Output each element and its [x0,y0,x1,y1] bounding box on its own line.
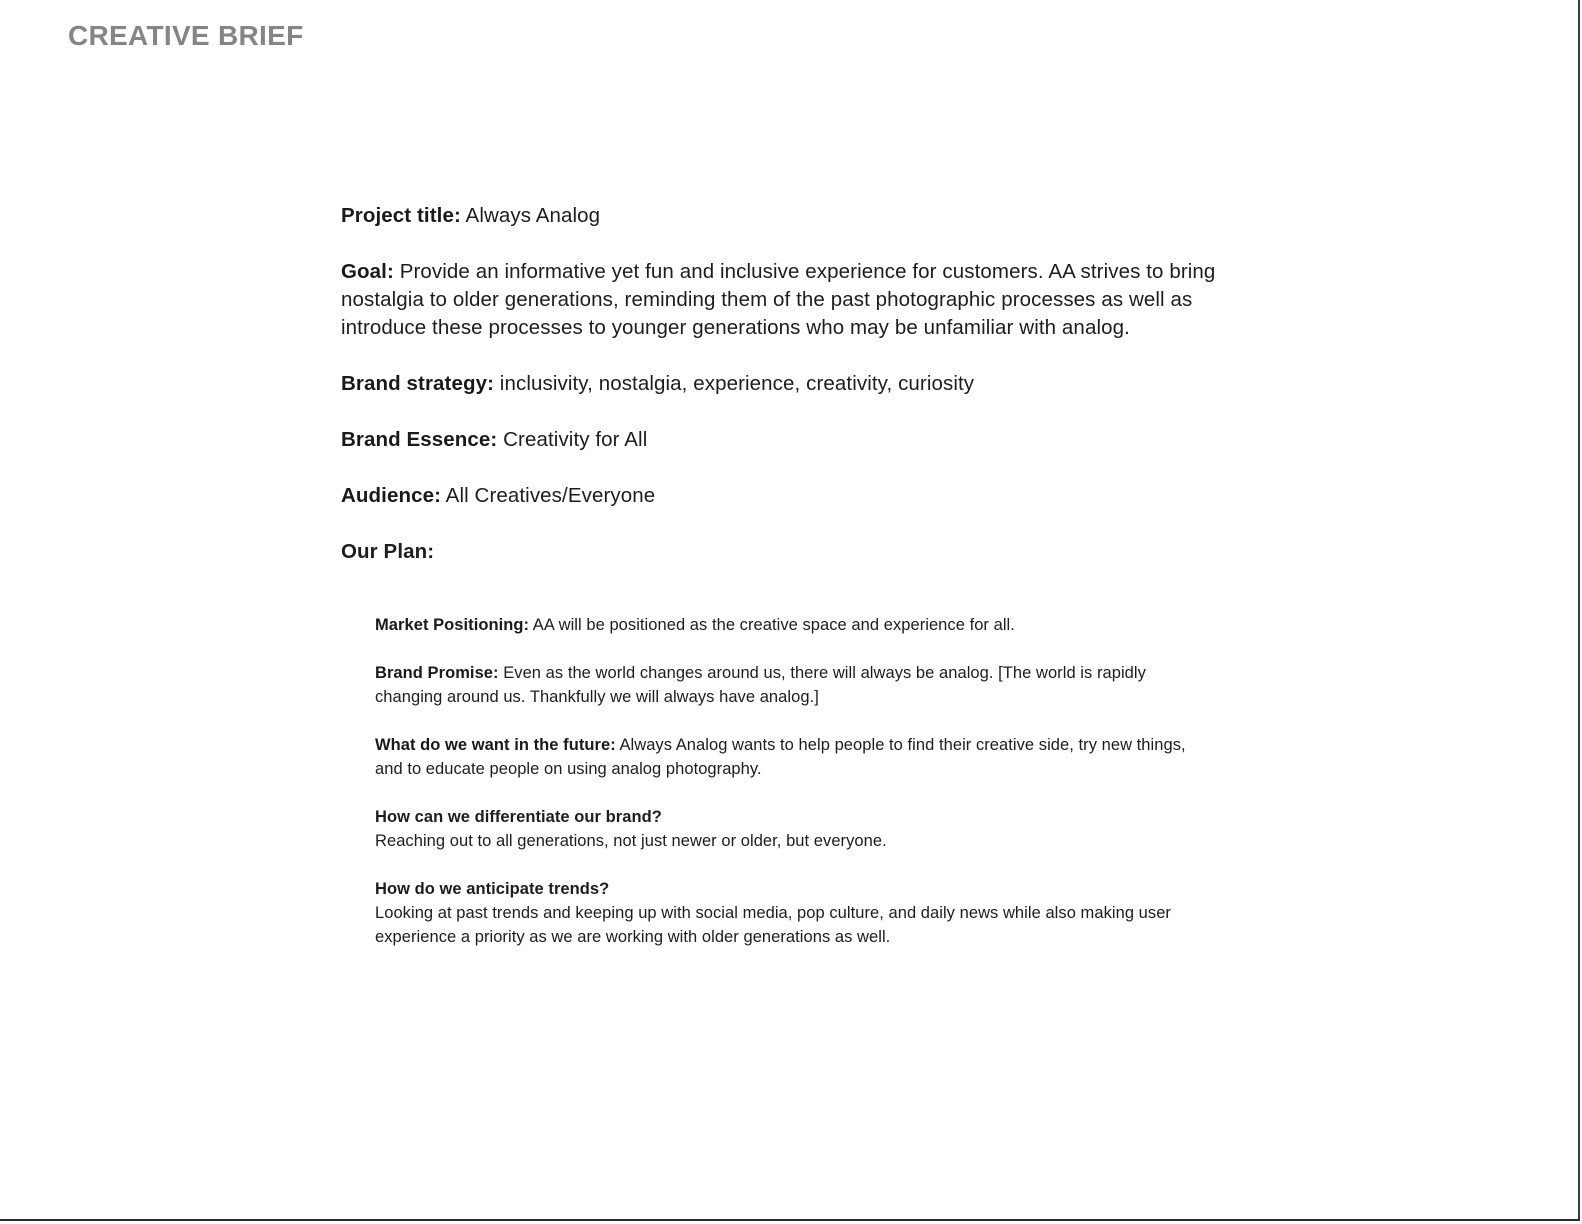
field-value: Always Analog [460,204,601,227]
brand-promise-item [375,661,1215,709]
field-value: Provide an informative yet fun and inclusive experience for customers. AA strives to bring nostalgia to older generations, reminding them of the past photographic processes as well as introduce these processes to younger generations who may be unfamiliar with analog. [341,260,1216,339]
goal-field [341,258,1221,342]
brief-fields [341,202,1221,566]
field-label: Project title: [341,204,461,227]
document-title: CREATIVE BRIEF [68,20,304,51]
trends-question [375,877,1215,949]
market-positioning-item [375,613,1215,637]
field-value: Creativity for All [497,428,648,451]
future-item [375,733,1215,781]
plan-item-label: Brand Promise: [375,664,499,682]
plan-item-label: What do we want in the future: [375,736,616,754]
field-label: Audience: [341,484,441,507]
question-label: How can we differentiate our brand? [375,808,662,826]
field-value: inclusivity, nostalgia, experience, creativity, curiosity [494,372,975,395]
plan-item-value: Always Analog wants to help people to find their creative side, try new things, and to educate people on using analog photography. [375,736,1186,778]
plan-item-value: Even as the world changes around us, there will always be analog. [The world is rapidly changing around us. Thankfully we will always have analog.] [375,664,1146,706]
field-label: Brand Essence: [341,428,498,451]
field-value: All Creatives/Everyone [441,484,656,507]
differentiate-question [375,805,1215,853]
plan-section [375,613,1215,949]
field-label: Brand strategy: [341,372,495,395]
question-label: How do we anticipate trends? [375,880,610,898]
project-title-field [341,202,1221,230]
question-answer: Looking at past trends and keeping up with social media, pop culture, and daily news while also making user experience a priority as we are working with older generations as well. [375,904,1171,946]
question-answer: Reaching out to all generations, not just newer or older, but everyone. [375,832,887,850]
brand-essence-field [341,426,1221,454]
audience-field [341,482,1221,510]
brand-strategy-field [341,370,1221,398]
plan-item-value: AA will be positioned as the creative space and experience for all. [529,616,1015,634]
field-label: Goal: [341,260,394,283]
our-plan-heading: Our Plan: [341,540,435,563]
plan-item-label: Market Positioning: [375,616,530,634]
